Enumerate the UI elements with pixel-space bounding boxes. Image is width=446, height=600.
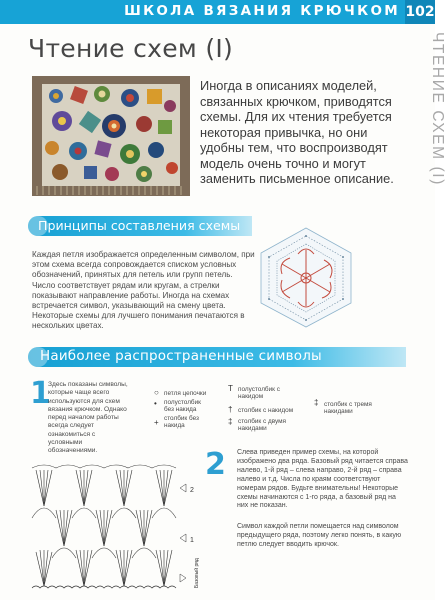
- step-number-1: 1: [30, 376, 51, 411]
- double-treble-crochet-icon: ‡: [314, 398, 319, 407]
- step2-note-paragraph: Символ каждой петли помещается над символом предыдущего ряда, поэтому легко понять, в какую петлю следует вводить крючок.: [237, 523, 402, 548]
- legend-label: столбик с тремя накидами: [324, 401, 372, 416]
- slip-stitch-icon: •: [154, 399, 157, 408]
- legend-label: полустолбик с накидом: [238, 386, 280, 401]
- half-double-crochet-icon: T: [228, 384, 233, 393]
- step1-paragraph: Здесь показаны символы, которые чаще всего используются для схем вязания крючком. Однако перед началом работы всегда следует ознакомиться с условными обозначениями.: [48, 381, 128, 455]
- hexagon-crochet-chart: [258, 226, 354, 329]
- double-crochet-icon: †: [228, 405, 233, 414]
- section-header-title: ШКОЛА ВЯЗАНИЯ КРЮЧКОМ: [124, 3, 400, 19]
- symbols-legend: [140, 383, 410, 433]
- blanket-photo: [32, 76, 190, 196]
- page-number: 102: [405, 0, 435, 24]
- principles-paragraph: Каждая петля изображается определенным символом, при этом схема всегда сопровождается списком условных обозначений, принятых для петель или групп петель. Число соответствует рядам или кругам, а стрелки показывают направление работы. Иногда на схемах встречается символ, указывающий на смену цвета. Некоторые схемы для лучшего понимания печатаются в нескольких цветах.: [32, 250, 255, 331]
- legend-label: петля цепочки: [164, 390, 207, 397]
- single-crochet-icon: +: [154, 418, 159, 427]
- step2-paragraph: Слева приведен пример схемы, на которой изображено два ряда. Базовый ряд читается справа налево, 1-й ряд – слева направо, 2-й ряд – справа налево и т.д. Числа по краям соответствуют номерам рядов. Будьте внимательны! Некоторые схемы начинаются с 1-го ряда, а базовый ряд на них не показан.: [237, 449, 408, 510]
- treble-crochet-icon: ‡: [228, 417, 233, 426]
- row-label-2: 2: [190, 487, 194, 494]
- legend-label: столбик с двумя накидами: [238, 418, 286, 433]
- section-heading-symbols: Наиболее распространенные символы: [40, 348, 322, 364]
- intro-paragraph: Иногда в описаниях моделей, связанных крючком, приводятся схемы. Для их чтения требуется некоторая привычка, но они удобны тем, что воспроизводят модель очень точно и могут заменить письменное описание.: [200, 78, 394, 186]
- legend-label: столбик без накида: [164, 415, 199, 430]
- base-row-label: Базовый ряд: [194, 558, 200, 588]
- page-title: Чтение схем (I): [28, 34, 234, 63]
- side-vertical-title: ЧТЕНИЕ СХЕМ (I): [429, 32, 446, 186]
- row-chart-diagram: [30, 458, 206, 596]
- legend-label: полустолбик без накида: [164, 399, 201, 414]
- step-number-2: 2: [205, 447, 226, 482]
- legend-label: столбик с накидом: [238, 407, 294, 414]
- blanket-illustration: [32, 76, 190, 196]
- section-heading-principles: Принципы составления схемы: [38, 218, 241, 233]
- chain-stitch-icon: ○: [154, 388, 159, 397]
- row-label-1: 1: [190, 537, 194, 544]
